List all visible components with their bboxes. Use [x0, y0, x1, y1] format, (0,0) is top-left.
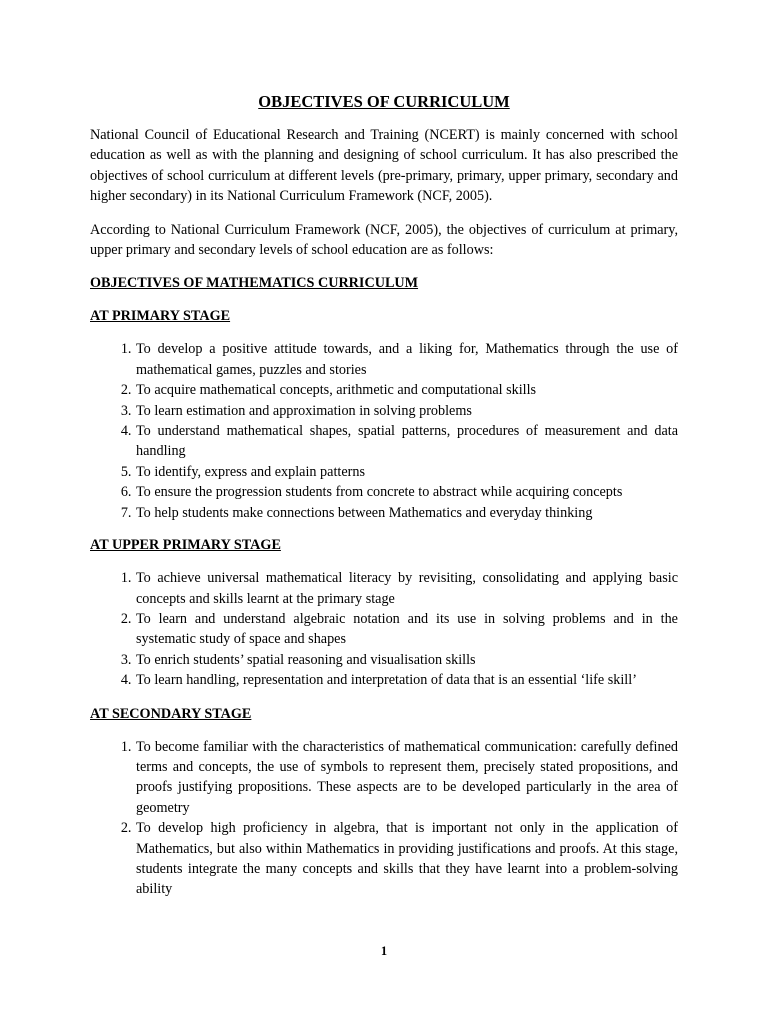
section-heading-mathematics: OBJECTIVES OF MATHEMATICS CURRICULUM [90, 275, 419, 292]
page-content [90, 91, 678, 913]
list-item: 2. To develop high proficiency in algebra, that is important not only in the application of Mathematics, but also within Mathematics in providing justifications and proofs. At this stage, students integrate the many concepts and skills that they have learnt into a problem-solving ability [135, 818, 678, 900]
list-item: 3. To enrich students’ spatial reasoning and visualisation skills [135, 650, 678, 670]
list-item: 4. To learn handling, representation and interpretation of data that is an essential ‘life skill’ [135, 670, 678, 690]
list-item: 1. To achieve universal mathematical literacy by revisiting, consolidating and applying basic concepts and skills learnt at the primary stage [135, 568, 678, 609]
list-item: 1. To become familiar with the characteristics of mathematical communication: carefully defined terms and concepts, the use of symbols to represent them, precisely stated propositions, and proofs justifying propositions. These aspects are to be developed particularly in the area of geometry [135, 737, 678, 819]
list-item: 2. To acquire mathematical concepts, arithmetic and computational skills [135, 380, 678, 400]
heading-upper-primary-stage: AT UPPER PRIMARY STAGE [90, 537, 281, 554]
intro-paragraph-1: National Council of Educational Research and Training (NCERT) is mainly concerned with school education as well as with the planning and designing of school curriculum. It has also prescribed the objectives of school curriculum at different levels (pre-primary, primary, upper primary, secondary and higher secondary) in its National Curriculum Framework (NCF, 2005). [90, 127, 678, 205]
document-title: OBJECTIVES OF CURRICULUM [258, 92, 510, 111]
page-number: 1 [380, 944, 388, 958]
secondary-objectives-list [90, 737, 678, 900]
list-item: 4. To understand mathematical shapes, spatial patterns, procedures of measurement and data handling [135, 421, 678, 462]
intro-paragraph-2: According to National Curriculum Framework (NCF, 2005), the objectives of curriculum at primary, upper primary and secondary levels of school education are as follows: [90, 221, 678, 259]
list-item: 6. To ensure the progression students from concrete to abstract while acquiring concepts [135, 482, 678, 502]
list-item: 1. To develop a positive attitude towards, and a liking for, Mathematics through the use of mathematical games, puzzles and stories [135, 339, 678, 380]
heading-primary-stage: AT PRIMARY STAGE [90, 308, 231, 325]
list-item: 3. To learn estimation and approximation in solving problems [135, 401, 678, 421]
heading-secondary-stage: AT SECONDARY STAGE [90, 705, 252, 722]
list-item: 7. To help students make connections between Mathematics and everyday thinking [135, 503, 678, 523]
list-item: 2. To learn and understand algebraic notation and its use in solving problems and in the systematic study of space and shapes [135, 609, 678, 650]
primary-objectives-list [90, 339, 678, 523]
upper-primary-objectives-list [90, 568, 678, 690]
list-item: 5. To identify, express and explain patterns [135, 462, 678, 482]
